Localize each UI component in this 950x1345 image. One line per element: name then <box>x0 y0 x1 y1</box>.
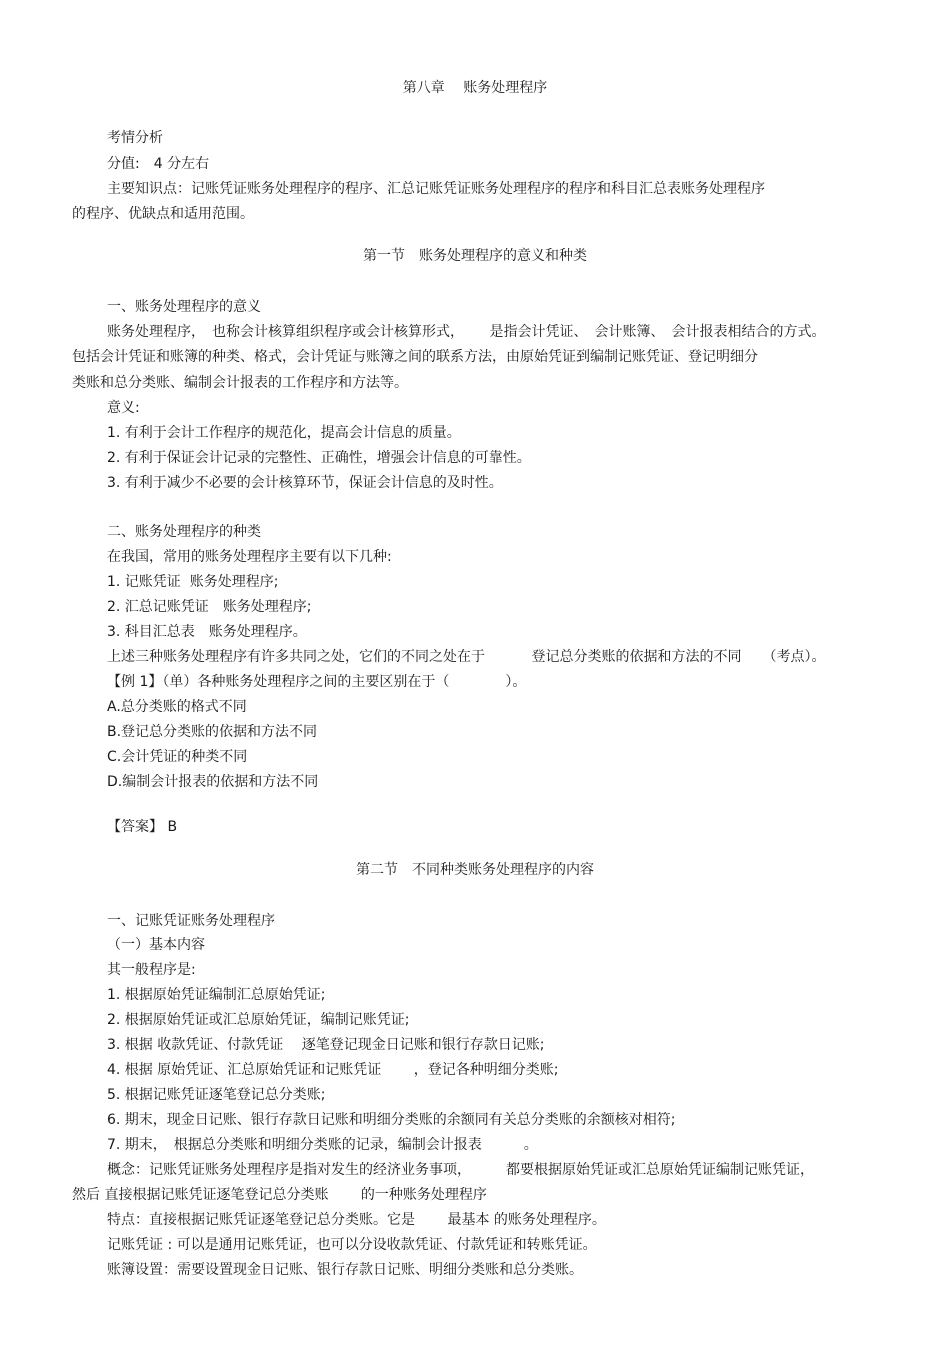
type-item: 1. 记账凭证 账务处理程序; <box>107 574 279 590</box>
procedure-step: 4. 根据 原始凭证、汇总原始凭证和记账凭证 ，登记各种明细分类账; <box>107 1062 559 1078</box>
example-question: 【例 1】（单）各种账务处理程序之间的主要区别在于（ ）。 <box>107 674 527 690</box>
type-item: 2. 汇总记账凭证 账务处理程序; <box>107 599 312 615</box>
meaning-heading: 一、账务处理程序的意义 <box>107 299 261 315</box>
types-intro: 在我国，常用的账务处理程序主要有以下几种: <box>107 549 392 565</box>
type-item: 3. 科目汇总表 账务处理程序。 <box>107 624 307 640</box>
key-points-line-1: 主要知识点：记账凭证账务处理程序的程序、汇总记账凭证账务处理程序的程序和科目汇总表账务处理程序 <box>107 181 765 197</box>
significance-item: 3. 有利于减少不必要的会计核算环节，保证会计信息的及时性。 <box>107 475 503 491</box>
significance-item: 2. 有利于保证会计记录的完整性、正确性，增强会计信息的可靠性。 <box>107 450 531 466</box>
option-a: A.总分类账的格式不同 <box>107 699 247 715</box>
feature-line: 特点：直接根据记账凭证逐笔登记总分类账。它是 最基本 的账务处理程序。 <box>107 1212 606 1228</box>
exam-analysis-heading: 考情分析 <box>107 130 163 146</box>
section2-title: 第二节 不同种类账务处理程序的内容 <box>356 862 594 878</box>
basic-content-subheading: （一）基本内容 <box>107 937 205 953</box>
procedure-step: 1. 根据原始凭证编制汇总原始凭证; <box>107 987 326 1003</box>
concept-line-1: 概念：记账凭证账务处理程序是指对发生的经济业务事项， 都要根据原始凭证或汇总原始凭证编制记账凭证， <box>107 1162 814 1178</box>
definition-line-3: 类账和总分类账、编制会计报表的工作程序和方法等。 <box>72 375 408 391</box>
definition-line-1: 账务处理程序， 也称会计核算组织程序或会计核算形式， 是指会计凭证、 会计账簿、 会计报表相结合的方式。 <box>107 324 826 340</box>
procedure-step: 2. 根据原始凭证或汇总原始凭证，编制记账凭证; <box>107 1012 410 1028</box>
types-heading: 二、账务处理程序的种类 <box>107 524 261 540</box>
definition-line-2: 包括会计凭证和账簿的种类、格式，会计凭证与账簿之间的联系方法，由原始凭证到编制记账凭证、登记明细分 <box>72 349 758 365</box>
procedure-step: 6. 期末，现金日记账、银行存款日记账和明细分类账的余额同有关总分类账的余额核对相符; <box>107 1112 676 1128</box>
voucher-procedure-heading: 一、记账凭证账务处理程序 <box>107 913 275 929</box>
books-line: 账簿设置：需要设置现金日记账、银行存款日记账、明细分类账和总分类账。 <box>107 1262 583 1278</box>
voucher-line: 记账凭证 : 可以是通用记账凭证，也可以分设收款凭证、付款凭证和转账凭证。 <box>107 1237 597 1253</box>
procedure-intro: 其一般程序是: <box>107 962 196 978</box>
significance-label: 意义: <box>107 400 140 416</box>
answer: 【答案】 B <box>107 819 178 835</box>
procedure-step: 5. 根据记账凭证逐笔登记总分类账; <box>107 1087 326 1103</box>
option-d: D.编制会计报表的依据和方法不同 <box>107 774 319 790</box>
key-points-line-2: 的程序、优缺点和适用范围。 <box>72 206 254 222</box>
procedure-step: 7. 期末， 根据总分类账和明细分类账的记录，编制会计报表 。 <box>107 1137 538 1153</box>
exam-score: 分值: 4 分左右 <box>107 156 210 172</box>
difference-statement: 上述三种账务处理程序有许多共同之处，它们的不同之处在于 登记总分类账的依据和方法的不同 （考点）。 <box>107 649 826 665</box>
chapter-title: 第八章 账务处理程序 <box>402 80 548 96</box>
procedure-step: 3. 根据 收款凭证、付款凭证 逐笔登记现金日记账和银行存款日记账; <box>107 1037 545 1053</box>
option-c: C.会计凭证的种类不同 <box>107 749 248 765</box>
significance-item: 1. 有利于会计工作程序的规范化，提高会计信息的质量。 <box>107 425 461 441</box>
option-b: B.登记总分类账的依据和方法不同 <box>107 724 318 740</box>
section1-title: 第一节 账务处理程序的意义和种类 <box>363 248 587 264</box>
concept-line-2: 然后 直接根据记账凭证逐笔登记总分类账 的一种账务处理程序 <box>72 1187 487 1203</box>
